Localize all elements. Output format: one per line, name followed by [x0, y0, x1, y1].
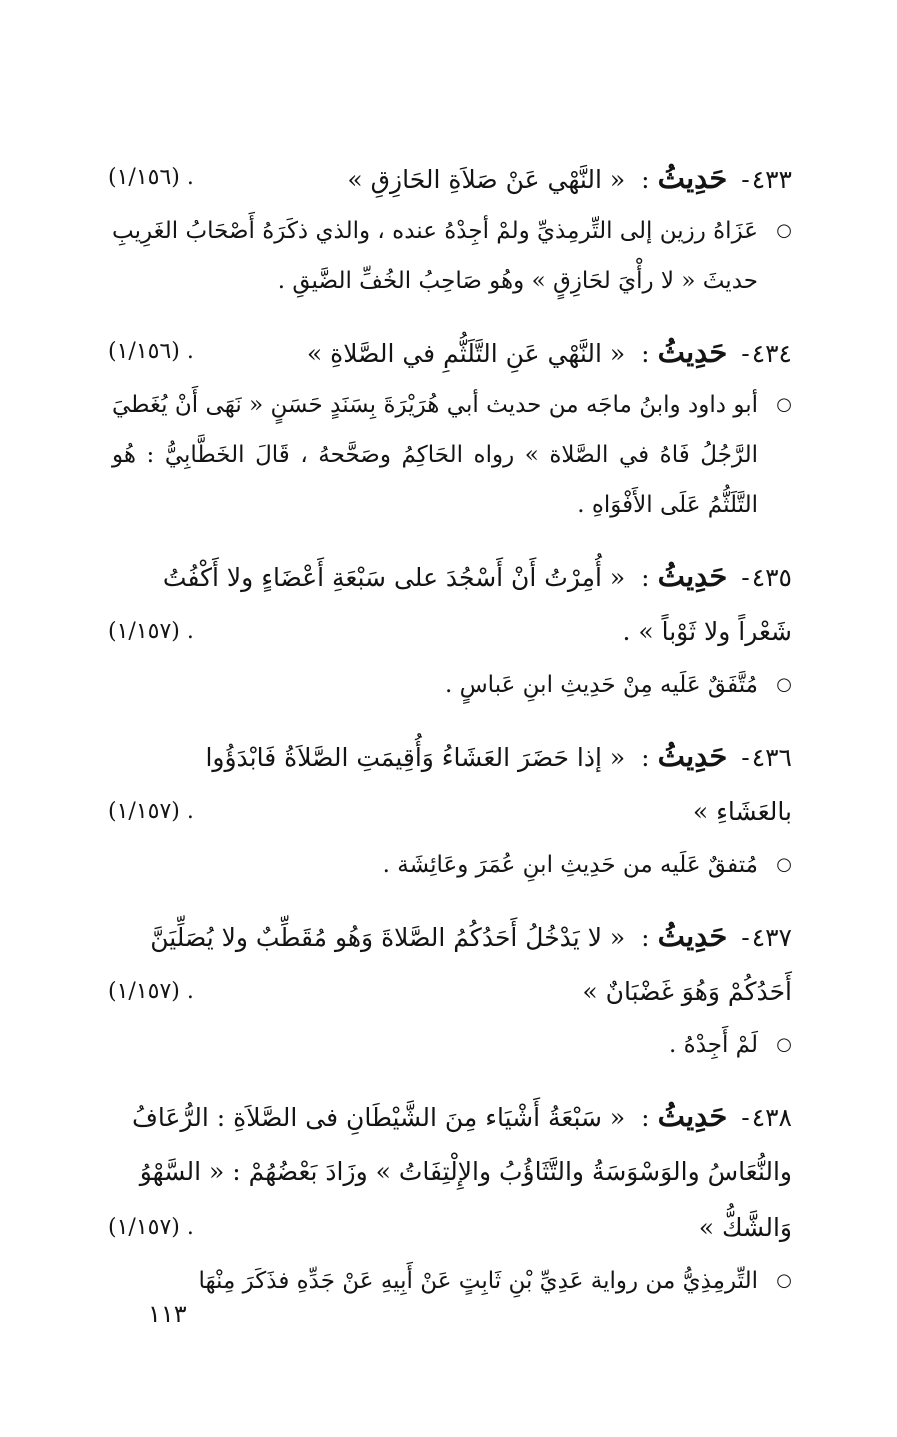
hollow-circle-icon: ○	[776, 394, 792, 415]
note-text: مُتفقٌ عَلَيه من حَدِيثِ ابنِ عُمَرَ وعَائِشَة .	[382, 852, 758, 878]
entry-heading: ٤٣٣- حَدِيثُ: « النَّهْي عَنْ صَلاَةِ الحَازِقِ » (١/١٥٦) .	[112, 150, 792, 206]
entry-heading: ٤٣٤- حَدِيثُ: « النَّهْي عَنِ التَّلَثُّمِ في الصَّلاةِ » (١/١٥٦) .	[112, 324, 792, 380]
hadith-entry-435	[108, 548, 792, 710]
hadith-keyword: حَدِيثُ	[657, 559, 728, 593]
entry-heading-continuation	[112, 1144, 792, 1200]
entry-number: ٤٣٦	[751, 743, 792, 772]
hadith-entry-434	[108, 324, 792, 530]
hadith-title-continuation: شَعْراً ولا ثَوْباً » .	[622, 617, 792, 646]
source-reference: (١/١٥٧) .	[108, 1215, 194, 1240]
note-text: التِّرمِذِيُّ من رواية عَدِيِّ بْنِ ثَابِتٍ عَنْ أَبِيهِ عَنْ جَدِّهِ فذَكَرَ مِنْهَا	[198, 1268, 758, 1294]
hollow-circle-icon: ○	[776, 854, 792, 875]
entry-heading-continuation	[108, 784, 792, 840]
note-text: مُتَّفَقٌ عَلَيه مِنْ حَدِيثِ ابنِ عَباسٍ .	[444, 672, 758, 698]
entry-heading: ٤٣٨- حَدِيثُ: « سَبْعَةُ أَشْيَاء مِنَ الشَّيْطَانِ فى الصَّلاَةِ : الرُّعَافُ	[131, 1099, 792, 1133]
entry-heading-continuation	[108, 964, 792, 1020]
hadith-title: « النَّهْي عَنِ التَّلَثُّمِ في الصَّلاةِ »	[306, 339, 626, 368]
hadith-title-continuation: بالعَشَاءِ »	[692, 797, 792, 826]
entry-heading-continuation	[108, 604, 792, 660]
hollow-circle-icon: ○	[776, 220, 792, 241]
takhrij-note	[112, 206, 792, 306]
hadith-title-continuation: أَحَدُكُمْ وَهُوَ غَضْبَانٌ »	[582, 977, 792, 1006]
hadith-entry-437	[108, 908, 792, 1070]
takhrij-note	[112, 660, 792, 710]
entry-heading: ٤٣٦- حَدِيثُ: « إذا حَضَرَ العَشَاءُ وَأُقِيمَتِ الصَّلاَةُ فَابْدَؤُوا	[205, 739, 792, 773]
hollow-circle-icon: ○	[776, 1034, 792, 1055]
hadith-title: « إذا حَضَرَ العَشَاءُ وَأُقِيمَتِ الصَّلاَةُ فَابْدَؤُوا	[205, 743, 626, 772]
entry-heading: ٤٣٥- حَدِيثُ: « أُمِرْتُ أَنْ أَسْجُدَ على سَبْعَةِ أَعْضَاءٍ ولا أَكْفُتُ	[162, 559, 792, 593]
page-body	[108, 150, 792, 1324]
hadith-entry-436	[108, 728, 792, 890]
hadith-title-continuation-2: وَالشَّكُّ »	[698, 1213, 792, 1242]
entry-heading: ٤٣٧- حَدِيثُ: « لا يَدْخُلُ أَحَدُكُمُ الصَّلاةَ وَهُو مُقَطِّبٌ ولا يُصَلِّيَنَّ	[150, 919, 792, 953]
entry-heading-continuation-2	[108, 1200, 792, 1256]
entry-number: ٤٣٧	[751, 923, 792, 952]
takhrij-note	[112, 1020, 792, 1070]
takhrij-note	[112, 840, 792, 890]
note-text: عَزَاهُ رزين إلى التِّرمِذيِّ ولمْ أجِدْهُ عنده ، والذي ذكَرَهُ أَصْحَابُ الغَرِيبِ حديثَ « لا رأْيَ لحَازِقٍ » وهُو صَاحِبُ الخُفِّ الضَّيقِ .	[112, 218, 758, 294]
hollow-circle-icon: ○	[776, 1270, 792, 1291]
hadith-title-continuation: والنُّعَاسُ والوَسْوَسَةُ والتَّثَاؤُبُ والإِلْتِفَاتُ » وزَادَ بَعْضُهُمْ : « السَّهْوُ	[139, 1157, 792, 1186]
takhrij-note	[112, 380, 792, 530]
hadith-keyword: حَدِيثُ	[657, 161, 728, 195]
source-reference: (١/١٥٦) .	[108, 165, 194, 190]
takhrij-note	[112, 1256, 792, 1306]
entry-number: ٤٣٤	[751, 339, 792, 368]
hadith-keyword: حَدِيثُ	[657, 739, 728, 773]
hadith-entry-433	[108, 150, 792, 306]
note-text: أبو داود وابنُ ماجَه من حديث أبي هُرَيْرَةَ بِسَنَدٍ حَسَنٍ « نَهَى أَنْ يُغَطيَ الرَّجُلُ فَاهُ في الصَّلاة » رواه الحَاكِمُ وصَحَّحهُ ، قَالَ الخَطَّابِيُّ : هُو التَّلَثُّمُ عَلَى الأَفْوَاهِ .	[112, 392, 758, 518]
hadith-keyword: حَدِيثُ	[657, 335, 728, 369]
source-reference: (١/١٥٧) .	[108, 979, 194, 1004]
entry-number: ٤٣٣	[751, 165, 792, 194]
hadith-title: « النَّهْي عَنْ صَلاَةِ الحَازِقِ »	[347, 165, 626, 194]
note-text: لَمْ أَجِدْهُ .	[669, 1032, 758, 1058]
hadith-keyword: حَدِيثُ	[657, 1099, 728, 1133]
hadith-entry-438	[108, 1088, 792, 1306]
page-number: ١١٣	[148, 1300, 187, 1328]
entry-number: ٤٣٨	[751, 1103, 792, 1132]
hadith-keyword: حَدِيثُ	[657, 919, 728, 953]
hollow-circle-icon: ○	[776, 674, 792, 695]
source-reference: (١/١٥٧) .	[108, 799, 194, 824]
source-reference: (١/١٥٦) .	[108, 339, 194, 364]
entry-number: ٤٣٥	[751, 563, 792, 592]
hadith-title: « لا يَدْخُلُ أَحَدُكُمُ الصَّلاةَ وَهُو مُقَطِّبٌ ولا يُصَلِّيَنَّ	[150, 923, 626, 952]
hadith-title: « أُمِرْتُ أَنْ أَسْجُدَ على سَبْعَةِ أَعْضَاءٍ ولا أَكْفُتُ	[162, 563, 626, 592]
source-reference: (١/١٥٧) .	[108, 619, 194, 644]
hadith-title: « سَبْعَةُ أَشْيَاء مِنَ الشَّيْطَانِ فى الصَّلاَةِ : الرُّعَافُ	[131, 1103, 626, 1132]
